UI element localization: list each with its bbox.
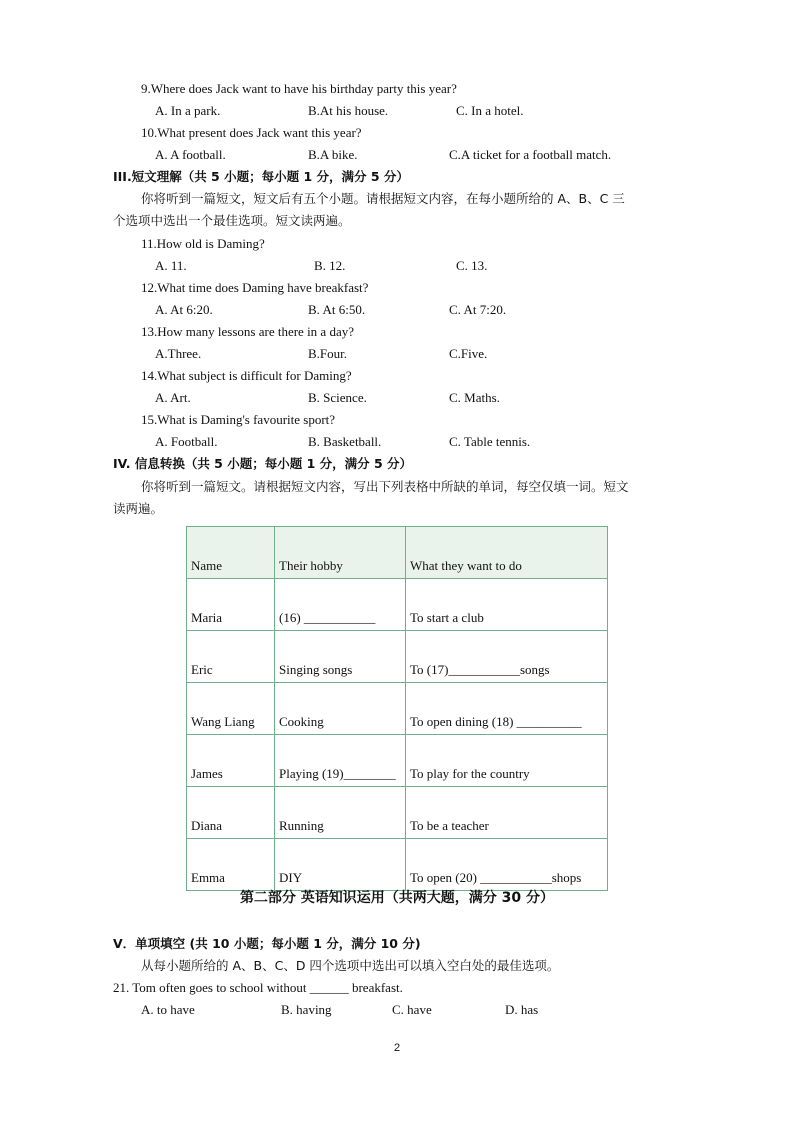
table-cell: Running bbox=[275, 787, 406, 839]
table-cell: Wang Liang bbox=[187, 683, 275, 735]
question-10: 10.What present does Jack want this year? bbox=[141, 125, 362, 140]
q11-option-b: B. 12. bbox=[314, 258, 346, 273]
q10-option-a: A. A football. bbox=[155, 147, 226, 162]
q10-option-c: C.A ticket for a football match. bbox=[449, 147, 612, 162]
q12-option-c: C. At 7:20. bbox=[449, 302, 507, 317]
table-row bbox=[187, 787, 608, 839]
table-header-cell: What they want to do bbox=[406, 527, 608, 579]
q9-option-a: A. In a park. bbox=[155, 103, 221, 118]
q14-option-b: B. Science. bbox=[308, 390, 367, 405]
q21-option-a: A. to have bbox=[141, 1002, 195, 1017]
table-row bbox=[187, 735, 608, 787]
table-cell: (16) ___________ bbox=[275, 579, 406, 631]
hobby-table bbox=[186, 526, 608, 891]
q9-option-c: C. In a hotel. bbox=[456, 103, 524, 118]
question-9: 9.Where does Jack want to have his birthday party this year? bbox=[141, 81, 457, 96]
table-header-cell: Their hobby bbox=[275, 527, 406, 579]
section-5-instruction: 从每小题所给的 A、B、C、D 四个选项中选出可以填入空白处的最佳选项。 bbox=[141, 958, 560, 973]
q12-option-a: A. At 6:20. bbox=[155, 302, 213, 317]
q13-option-a: A.Three. bbox=[155, 346, 202, 361]
table-row bbox=[187, 579, 608, 631]
q13-option-c: C.Five. bbox=[449, 346, 488, 361]
question-13: 13.How many lessons are there in a day? bbox=[141, 324, 354, 339]
q21-option-c: C. have bbox=[392, 1002, 432, 1017]
question-12: 12.What time does Daming have breakfast? bbox=[141, 280, 369, 295]
table-cell: To play for the country bbox=[406, 735, 608, 787]
q13-option-b: B.Four. bbox=[308, 346, 348, 361]
table-cell: Singing songs bbox=[275, 631, 406, 683]
table-cell: Eric bbox=[187, 631, 275, 683]
q14-option-c: C. Maths. bbox=[449, 390, 500, 405]
q15-option-b: B. Basketball. bbox=[308, 434, 382, 449]
table-cell: To (17)___________songs bbox=[406, 631, 608, 683]
q12-option-b: B. At 6:50. bbox=[308, 302, 366, 317]
q15-option-a: A. Football. bbox=[155, 434, 218, 449]
section-3-instruction-line1: 你将听到一篇短文，短文后有五个小题。请根据短文内容，在每小题所给的 A、B、C 三 bbox=[141, 191, 625, 206]
table-cell: To open (20) ___________shops bbox=[406, 839, 608, 891]
table-cell: Diana bbox=[187, 787, 275, 839]
table-cell: To start a club bbox=[406, 579, 608, 631]
section-5-title: V．单项填空 (共 10 小题；每小题 1 分，满分 10 分) bbox=[113, 936, 421, 951]
section-4-title: IV. 信息转换（共 5 小题；每小题 1 分，满分 5 分） bbox=[113, 456, 413, 471]
table-header-row bbox=[187, 527, 608, 579]
section-4-instruction-line1: 你将听到一篇短文。请根据短文内容，写出下列表格中所缺的单词，每空仅填一词。短文 bbox=[141, 479, 629, 494]
q11-option-a: A. 11. bbox=[155, 258, 187, 273]
table-cell: Playing (19)________ bbox=[275, 735, 406, 787]
table-cell: Cooking bbox=[275, 683, 406, 735]
table-row bbox=[187, 839, 608, 891]
table-row bbox=[187, 631, 608, 683]
q21-option-b: B. having bbox=[281, 1002, 332, 1017]
question-21: 21. Tom often goes to school without ______ breakfast. bbox=[113, 980, 403, 995]
table-cell: DIY bbox=[275, 839, 406, 891]
table-cell: Maria bbox=[187, 579, 275, 631]
table-row bbox=[187, 683, 608, 735]
q14-option-a: A. Art. bbox=[155, 390, 191, 405]
table-cell: Emma bbox=[187, 839, 275, 891]
question-15: 15.What is Daming's favourite sport? bbox=[141, 412, 336, 427]
table-cell: To be a teacher bbox=[406, 787, 608, 839]
table-cell: James bbox=[187, 735, 275, 787]
page-number: 2 bbox=[393, 1042, 401, 1054]
question-11: 11.How old is Daming? bbox=[141, 236, 265, 251]
q11-option-c: C. 13. bbox=[456, 258, 488, 273]
q21-option-d: D. has bbox=[505, 1002, 539, 1017]
q10-option-b: B.A bike. bbox=[308, 147, 358, 162]
q9-option-b: B.At his house. bbox=[308, 103, 389, 118]
section-4-instruction-line2: 读两遍。 bbox=[113, 501, 164, 516]
section-3-title: III.短文理解（共 5 小题；每小题 1 分，满分 5 分） bbox=[113, 169, 409, 184]
section-3-instruction-line2: 个选项中选出一个最佳选项。短文读两遍。 bbox=[113, 213, 351, 228]
table-cell: To open dining (18) __________ bbox=[406, 683, 608, 735]
question-14: 14.What subject is difficult for Daming? bbox=[141, 368, 352, 383]
part-2-title: 第二部分 英语知识运用（共两大题，满分 30 分） bbox=[239, 890, 555, 906]
table-header-cell: Name bbox=[187, 527, 275, 579]
q15-option-c: C. Table tennis. bbox=[449, 434, 531, 449]
